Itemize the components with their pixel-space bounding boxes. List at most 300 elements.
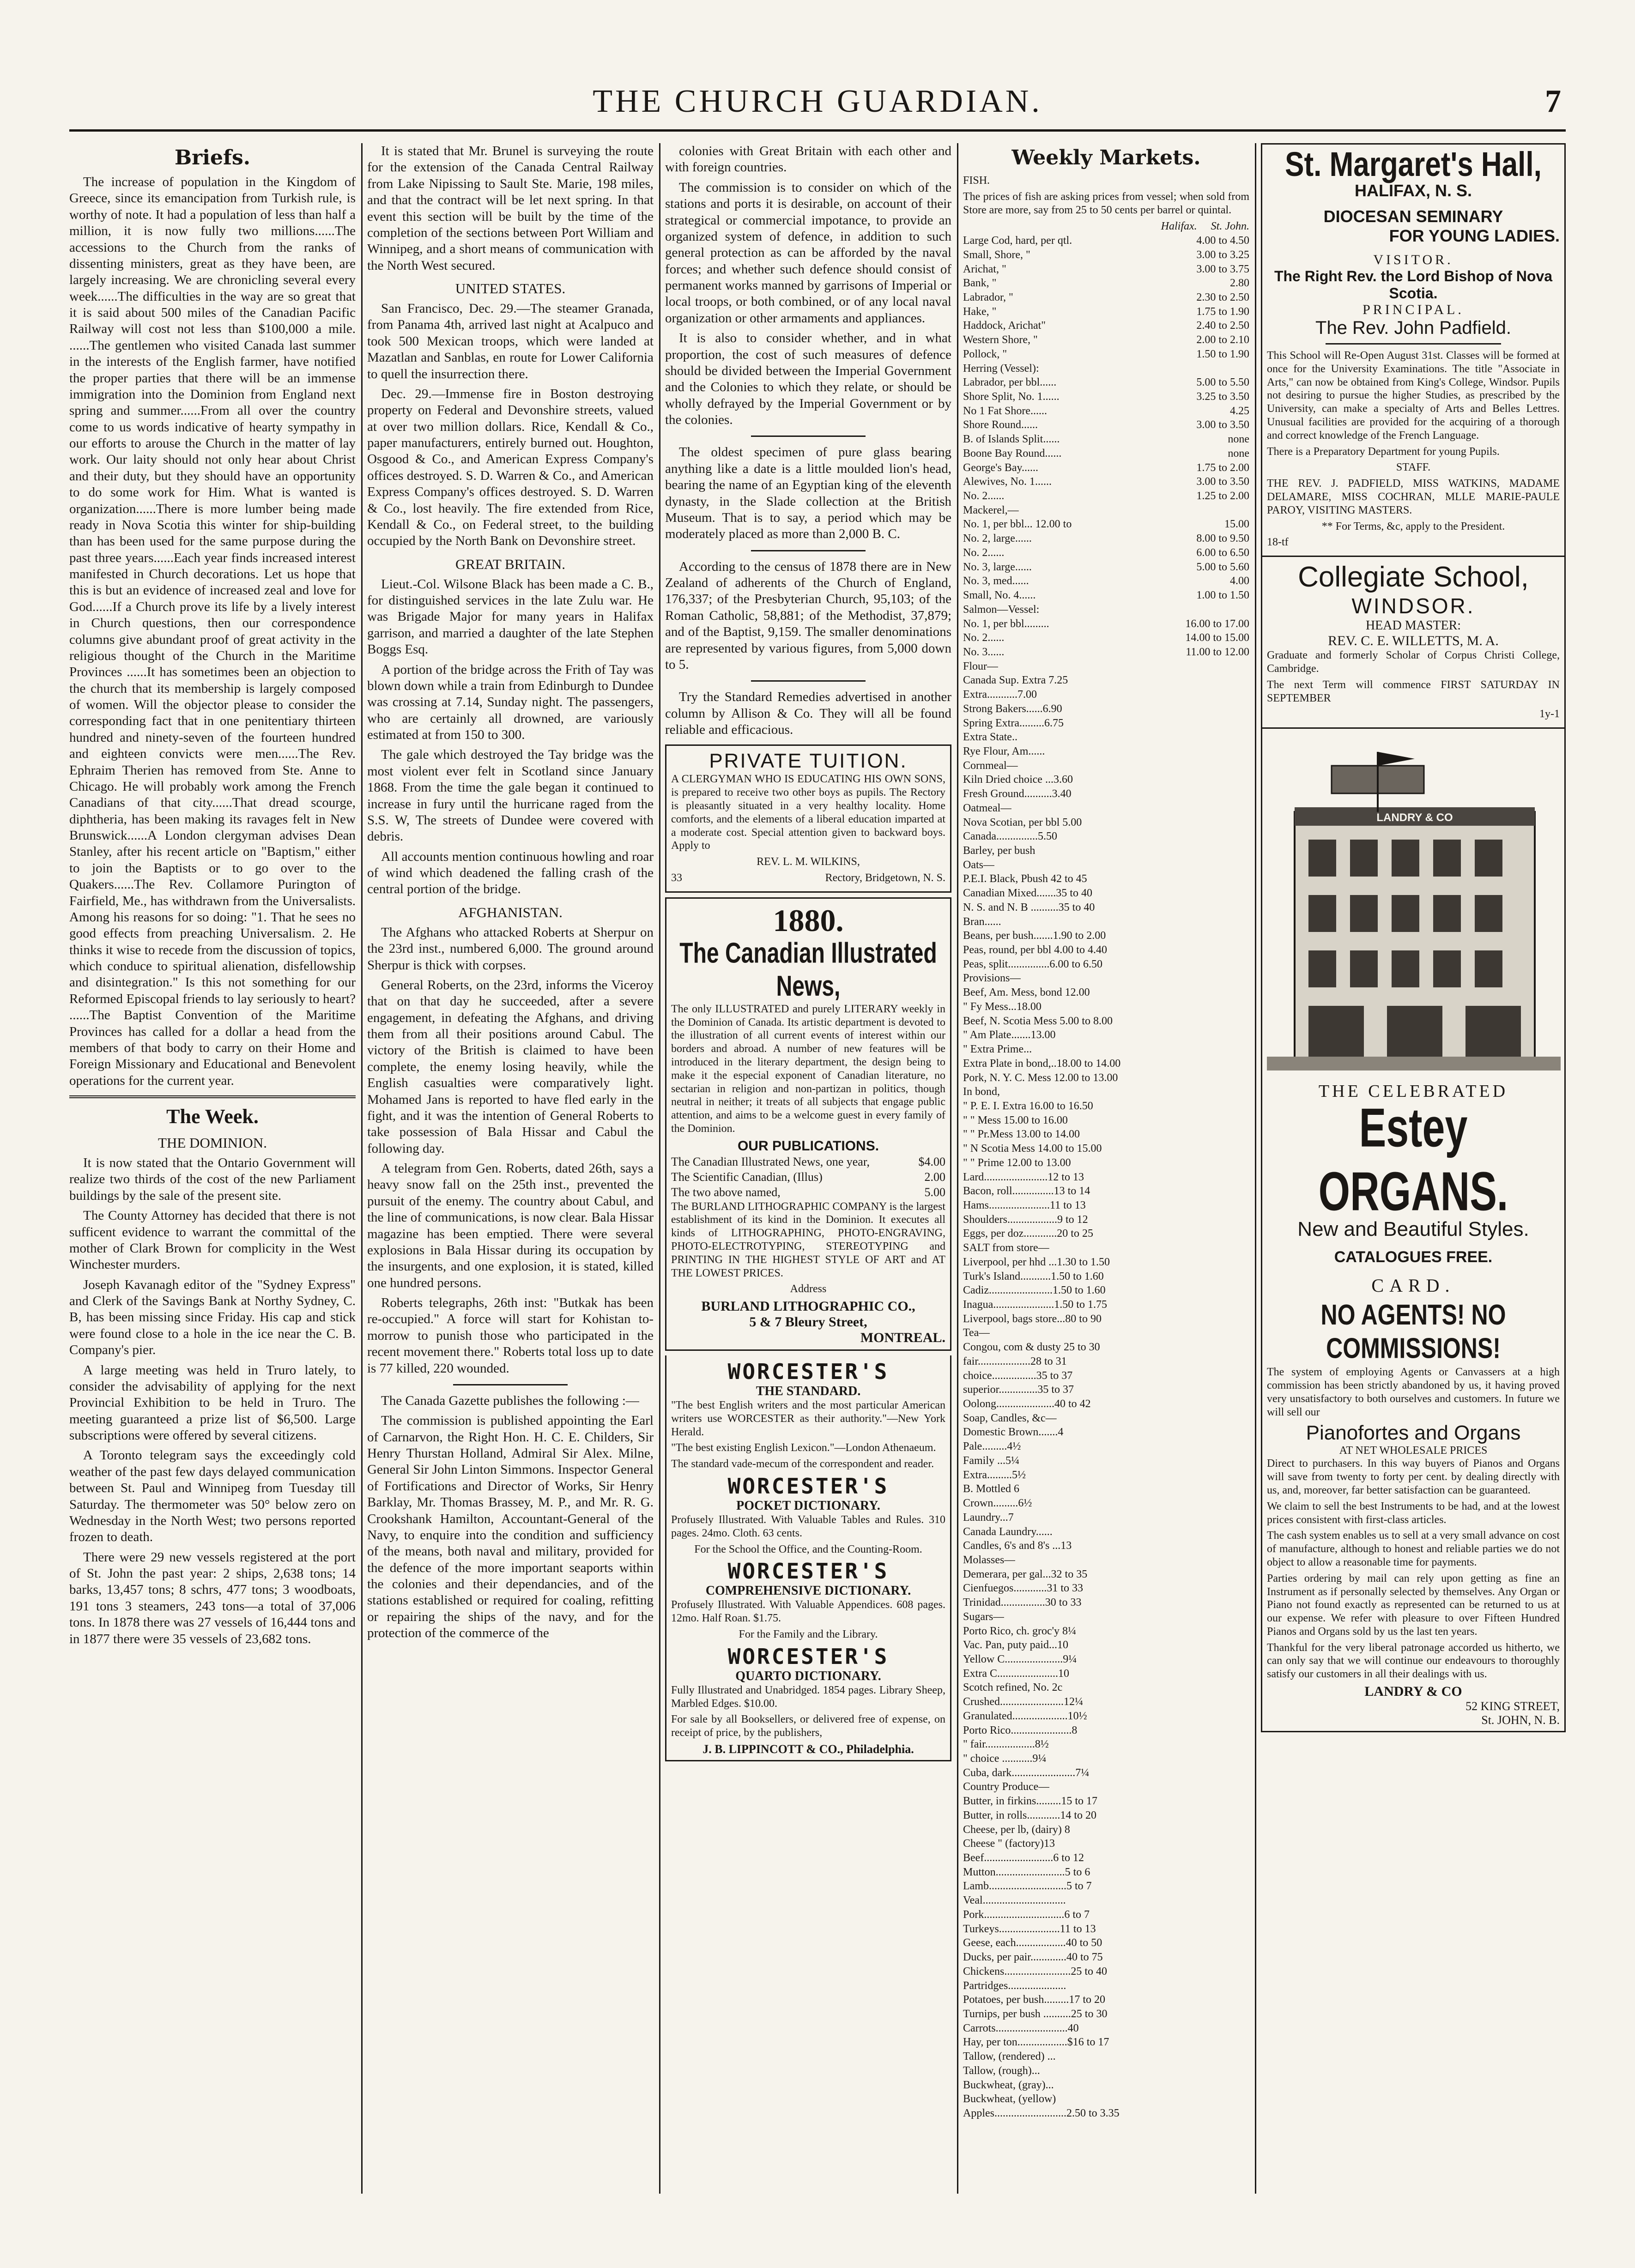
market-item: Herring (Vessel): — [963, 362, 1039, 375]
market-row — [963, 1879, 1249, 1893]
market-row — [963, 1439, 1249, 1454]
market-price: 1.00 to 1.50 — [1196, 589, 1249, 602]
market-item: Carrots..........................40 — [963, 2022, 1079, 2034]
market-row — [963, 2064, 1249, 2078]
company-street: 5 & 7 Bleury Street, — [749, 1314, 867, 1330]
market-item: Inagua......................1.50 to 1.75 — [963, 1299, 1107, 1311]
thanks-para: Thankful for the very liberal patronage accorded us hitherto, we can only say that we will continue our endeavours to thoroughly satisfy our customers in all their dealings with us. — [1267, 1641, 1560, 1681]
briefs-heading: Briefs. — [174, 146, 251, 169]
market-item: Kiln Dried choice ...3.60 — [963, 774, 1073, 786]
publication-name: The Canadian Illustrated News, one year, — [671, 1155, 870, 1168]
firm-city: St. JOHN, N. B. — [1481, 1713, 1560, 1727]
market-item: Beef.........................6 to 12 — [963, 1852, 1084, 1864]
market-row — [963, 2106, 1249, 2121]
parties-para: Parties ordering by mail can rely upon getting as fine an Instrument as if personally selected by themselves. Any Organ or Piano not found exactly as represented can be returned to us at our expense. We refer with pleasure to over Fifteen Hundred Pianos and Organs sold by us the last ten years. — [1267, 1572, 1560, 1638]
market-price: 4.00 — [1230, 575, 1249, 587]
market-item: " Extra Prime... — [963, 1043, 1032, 1056]
market-row — [963, 1780, 1249, 1794]
market-row — [963, 1454, 1249, 1468]
market-row — [963, 1724, 1249, 1738]
market-row — [963, 319, 1249, 333]
market-row — [963, 957, 1249, 972]
market-row — [963, 1127, 1249, 1142]
market-row — [963, 1184, 1249, 1198]
market-item: Hay, per ton..................$16 to 17 — [963, 2036, 1109, 2049]
coll-body: Graduate and formerly Scholar of Corpus Christi College, Cambridge. — [1267, 649, 1560, 675]
market-item: " fair..................8½ — [963, 1738, 1049, 1751]
market-item: Porto Rico......................8 — [963, 1724, 1078, 1736]
cash-para: The cash system enables us to sell at a very small advance on cost of manufacture, although to honest and reliable parties we do not object to allow a reasonable time for payments. — [1267, 1530, 1560, 1568]
market-row — [963, 1794, 1249, 1808]
market-item: " N Scotia Mess 14.00 to 15.00 — [963, 1143, 1102, 1155]
af-para: Roberts telegraphs, 26th inst: "Butkak has been re-occupied." A force will start for Kohistan to-morrow to punish those who participated in the recent movement there." Roberts total loss up to date is 77 killed, 220 wounded. — [367, 1295, 654, 1376]
cin-body2: The BURLAND LITHOGRAPHIC COMPANY is the largest establishment of its kind in the Dominion. It executes all kinds of LITHOGRAPHING, PHOTO-ENGRAVING, PHOTO-ELECTROTYPING, STEREOTYPING and PRINTING IN THE HIGHEST STYLE OF ART and AT THE LOWEST PRICES. — [671, 1200, 945, 1279]
market-item: choice................35 to 37 — [963, 1369, 1073, 1382]
worcester-brand: WORCESTER'S — [727, 1559, 889, 1584]
company-name: BURLAND LITHOGRAPHIC CO., — [701, 1299, 915, 1314]
st-margarets-ad — [1261, 143, 1566, 557]
cin-ad — [665, 897, 951, 1351]
market-item: No. 2, large...... — [963, 532, 1032, 545]
market-item: Chickens........................25 to 40 — [963, 1965, 1107, 1978]
us-para: Dec. 29.—Immense fire in Boston destroying property on Federal and Devonshire streets, valued at over two million dollars. Rice, Kendall & Co., paper manufacturers, entirely burned out. Houghton, Osgood & Co., and American Express Company's offices destroyed. S. D. Warren & Co., and American Express Company's offices destroyed. S. D. Warren & Co., lost heavily. The fire extended from Rice, Kendall & Co., on Federal street, to the building occupied by the North Bank on Devonshire street. — [367, 386, 654, 549]
coll-head: REV. C. E. WILLETTS, M. A. — [1328, 633, 1499, 649]
market-row — [963, 787, 1249, 801]
market-row — [963, 1993, 1249, 2007]
market-row — [963, 1496, 1249, 1511]
masthead-title: THE CHURCH GUARDIAN. — [593, 84, 1042, 119]
market-item: Ducks, per pair.............40 to 75 — [963, 1951, 1103, 1964]
market-row — [963, 1057, 1249, 1071]
market-price: 4.00 to 4.50 — [1196, 235, 1249, 247]
market-row — [963, 1270, 1249, 1284]
market-row — [963, 1468, 1249, 1482]
market-item: Tea— — [963, 1327, 990, 1339]
market-row — [963, 1482, 1249, 1496]
collegiate-ad — [1261, 557, 1566, 729]
market-item: Bank, " — [963, 277, 997, 290]
market-row — [963, 1823, 1249, 1837]
market-row — [963, 844, 1249, 858]
market-item: superior..............35 to 37 — [963, 1384, 1074, 1396]
market-row — [963, 290, 1249, 305]
comprehensive-dictionary: COMPREHENSIVE DICTIONARY. — [705, 1584, 911, 1598]
market-item: Congou, com & dusty 25 to 30 — [963, 1341, 1100, 1354]
coll-city: WINDSOR. — [1351, 594, 1475, 618]
gb-para: All accounts mention continuous howling and roar of wind which deadened the falling crash of the central portion of the bridge. — [367, 849, 654, 897]
building-sign: LANDRY & CO — [1376, 811, 1453, 824]
divider — [751, 435, 866, 437]
smh-city: HALIFAX, N. S. — [1354, 181, 1472, 200]
market-item: Haddock, Arichat" — [963, 320, 1046, 332]
market-item: Extra C......................10 — [963, 1667, 1069, 1680]
market-row — [963, 1681, 1249, 1695]
market-price: 1.75 to 2.00 — [1196, 461, 1249, 474]
tuition-place: Rectory, Bridgetown, N. S. — [825, 871, 945, 884]
us-para: San Francisco, Dec. 29.—The steamer Granada, from Panama 4th, arrived last night at Acalpuco and took 500 Mexican troops, which were landed at Mazatlan and Sanblas, en route for Lower California to quell the insurrection there. — [367, 301, 654, 381]
market-row — [963, 1979, 1249, 1993]
market-row — [963, 1170, 1249, 1185]
market-row — [963, 1255, 1249, 1270]
halifax-header: Halifax. — [1161, 220, 1197, 233]
market-row — [963, 276, 1249, 290]
market-price: 4.25 — [1230, 405, 1249, 417]
market-row — [963, 489, 1249, 503]
market-item: Turnips, per bush ..........25 to 30 — [963, 2008, 1108, 2020]
publications-list — [671, 1154, 945, 1200]
market-row — [963, 901, 1249, 915]
dominion-para: A large meeting was held in Truro lately, to consider the advisability of applying for the next Provincial Exhibition to be held in Truro. The meeting guaranteed a prize list of $6,500. Large subscriptions were offered by several citizens. — [69, 1362, 356, 1443]
market-row — [963, 1312, 1249, 1326]
dominion-para: The County Attorney has decided that there is not sufficent evidence to warrant the committal of the mother of Clark Brown for complicity in the West Winchester murders. — [69, 1208, 356, 1272]
market-item: Candles, 6's and 8's ...13 — [963, 1540, 1072, 1552]
market-item: Oats— — [963, 859, 994, 871]
market-item: " Am Plate.......13.00 — [963, 1029, 1056, 1041]
market-row — [963, 248, 1249, 262]
direct-para: Direct to purchasers. In this way buyers of Pianos and Organs will save from twenty to forty per cent. by dealing directly with us, and, moreover, far better satisfaction can be guaranteed. — [1267, 1458, 1560, 1496]
market-row — [963, 262, 1249, 277]
gb-subheading: GREAT BRITAIN. — [455, 556, 566, 572]
market-row — [963, 603, 1249, 617]
quarto-dictionary: QUARTO DICTIONARY. — [735, 1669, 881, 1683]
sale-note: For sale by all Booksellers, or delivered free of expense, on receipt of price, by the publishers, — [671, 1713, 945, 1739]
market-item: Provisions— — [963, 972, 1021, 985]
market-price: 3.00 to 3.25 — [1196, 248, 1249, 261]
dominion-subheading: THE DOMINION. — [158, 1135, 267, 1151]
smh-sub1: DIOCESAN SEMINARY — [1323, 207, 1503, 226]
publication-price: 5.00 — [924, 1185, 945, 1199]
market-price: 16.00 to 17.00 — [1185, 617, 1249, 630]
af-subheading: AFGHANISTAN. — [458, 904, 563, 920]
coll-head-label: HEAD MASTER: — [1365, 618, 1461, 633]
landry-ad — [1261, 729, 1566, 1732]
market-item: Alewives, No. 1...... — [963, 476, 1052, 488]
market-item: No 1 Fat Shore...... — [963, 405, 1047, 417]
market-row — [963, 461, 1249, 475]
gb-para: The gale which destroyed the Tay bridge was the most violent ever felt in Scotland since January 1868. From the time the gale began it continued to increase in fury until the hurricane raged from the S.S. W, The streets of Dundee were covered with debris. — [367, 747, 654, 844]
market-row — [963, 1425, 1249, 1439]
market-price: 2.80 — [1230, 277, 1249, 290]
market-row — [963, 702, 1249, 716]
market-item: Tallow, (rendered) ... — [963, 2050, 1056, 2063]
market-price: 14.00 to 15.00 — [1185, 632, 1249, 644]
market-row — [963, 447, 1249, 461]
af-para: The Canada Gazette publishes the following :— — [381, 1393, 639, 1408]
market-item: B. Mottled 6 — [963, 1483, 1020, 1495]
market-item: Fresh Ground..........3.40 — [963, 788, 1072, 800]
market-row — [963, 2021, 1249, 2036]
publication-name: The Scientific Canadian, (Illus) — [671, 1170, 823, 1184]
market-item: Labrador, per bbl...... — [963, 376, 1057, 389]
market-item: Laundry...7 — [963, 1511, 1014, 1524]
column-ads-right — [1261, 143, 1566, 2194]
publication-row — [671, 1185, 945, 1200]
gb-para: Lieut.-Col. Wilsone Black has been made a C. B., for distinguished services in the late Zulu war. He was Brigade Major for many years in Halifax garrison, and married a daughter of the late Stephen Boggs Esq. — [367, 576, 654, 657]
market-row — [963, 2050, 1249, 2064]
market-price: 2.30 to 2.50 — [1196, 291, 1249, 303]
pianos-organs: Pianofortes and Organs — [1306, 1421, 1521, 1445]
dominion-para: There were 29 new vessels registered at the port of St. John the past year: 2 ships, 2,638 tons; 14 barks, 13,457 tons; 8 schrs, 477 tons; 3 woodboats, 191 tons 3 steamers, 243 tons—a total of 37,006 tons. In 1878 there was 27 vessels of 16,444 tons and in 1877 there were 35 vessels of 23,682 tons. — [69, 1549, 356, 1646]
market-row — [963, 333, 1249, 347]
market-row — [963, 730, 1249, 744]
smh-staff-label: STAFF. — [1396, 461, 1431, 474]
market-price: 2.40 to 2.50 — [1196, 320, 1249, 332]
market-row — [963, 418, 1249, 432]
market-row — [963, 1028, 1249, 1042]
market-item: Canadian Mixed.......35 to 40 — [963, 887, 1092, 900]
market-item: Small, No. 4...... — [963, 589, 1036, 602]
building-illustration — [1267, 738, 1561, 1070]
market-item: Hams......................11 to 13 — [963, 1199, 1086, 1211]
market-row — [963, 1298, 1249, 1312]
worcester-ad — [665, 1355, 951, 1761]
market-price: 5.00 to 5.50 — [1196, 376, 1249, 389]
market-item: Western Shore, " — [963, 334, 1038, 346]
cin-title: The Canadian Illustrated News, — [679, 937, 937, 1002]
market-row — [963, 390, 1249, 404]
market-item: Shoulders..................9 to 12 — [963, 1213, 1088, 1226]
market-row — [963, 872, 1249, 886]
market-row — [963, 1071, 1249, 1085]
market-row — [963, 1099, 1249, 1113]
market-row — [963, 432, 1249, 447]
market-row — [963, 1198, 1249, 1213]
remedies-para: Try the Standard Remedies advertised in another column by Allison & Co. They will all be found reliable and efficacious. — [665, 689, 951, 737]
smh-staff: THE REV. J. PADFIELD, MISS WATKINS, MADAME DELAMARE, MISS COCHRAN, MLLE MARIE-PAULE PAROY, VISITING MASTERS. — [1267, 478, 1560, 516]
market-row — [963, 986, 1249, 1000]
market-item: Rye Flour, Am...... — [963, 745, 1045, 757]
market-item: Geese, each..................40 to 50 — [963, 1937, 1102, 1949]
market-row — [963, 2007, 1249, 2021]
market-row — [963, 1511, 1249, 1525]
company-city: MONTREAL. — [860, 1330, 945, 1346]
fish-note: The prices of fish are asking prices from vessel; when sold from Store are more, say from 25 to 50 cents per barrel or quintal. — [963, 190, 1249, 216]
column-rule — [1255, 143, 1256, 2194]
market-row — [963, 1283, 1249, 1298]
market-item: Arichat, " — [963, 263, 1006, 275]
market-item: Buckwheat, (gray)... — [963, 2079, 1054, 2091]
market-item: SALT from store— — [963, 1242, 1049, 1254]
market-price: 3.00 to 3.50 — [1196, 419, 1249, 431]
market-item: Demerara, per gal...32 to 35 — [963, 1568, 1088, 1580]
worcester-brand: WORCESTER'S — [727, 1644, 889, 1669]
market-item: Porto Rico, ch. groc'y 8¼ — [963, 1625, 1076, 1637]
column-rule — [659, 143, 660, 2194]
market-item: Crushed.......................12¼ — [963, 1696, 1083, 1708]
market-item: Family ...5¼ — [963, 1454, 1020, 1467]
commission-para: It is also to consider whether, and in what proportion, the cost of such measures of defence should be divided between the Imperial Government and the Colonies to which they relate, or should be wholly defrayed by the Imperial Government or by the colonies. — [665, 331, 951, 427]
smh-prep: There is a Preparatory Department for young Pupils. — [1267, 445, 1500, 458]
quarto-desc: Fully Illustrated and Unabridged. 1854 pages. Library Sheep, Marbled Edges. $10.00. — [671, 1684, 945, 1710]
market-row — [963, 1667, 1249, 1681]
market-price: none — [1228, 447, 1249, 460]
market-row — [963, 1241, 1249, 1255]
market-row — [963, 1383, 1249, 1397]
section-divider — [69, 1095, 356, 1098]
market-row — [963, 801, 1249, 816]
market-row — [963, 1553, 1249, 1567]
market-price: 8.00 to 9.50 — [1196, 532, 1249, 545]
market-item: George's Bay...... — [963, 461, 1038, 474]
market-row — [963, 829, 1249, 844]
pocket-desc: Profusely Illustrated. With Valuable Tables and Rules. 310 pages. 24mo. Cloth. 63 cents. — [671, 1514, 945, 1539]
market-row — [963, 688, 1249, 702]
market-row — [963, 858, 1249, 872]
smh-visitor: The Right Rev. the Lord Bishop of Nova Scotia. — [1274, 268, 1553, 302]
market-row — [963, 1227, 1249, 1241]
address-label: Address — [790, 1283, 827, 1295]
market-item: Scotch refined, No. 2c — [963, 1681, 1063, 1694]
comprehensive-for: For the Family and the Library. — [739, 1628, 878, 1641]
market-row — [963, 1638, 1249, 1652]
page-number: 7 — [1545, 84, 1561, 119]
market-row — [963, 1000, 1249, 1014]
market-item: Peas, split...............6.00 to 6.50 — [963, 958, 1103, 970]
market-row — [963, 617, 1249, 631]
market-item: Buckwheat, (yellow) — [963, 2093, 1056, 2105]
market-row — [963, 574, 1249, 588]
market-price: 6.00 to 6.50 — [1196, 546, 1249, 559]
market-price: 3.00 to 3.50 — [1196, 476, 1249, 488]
market-item: Extra...........7.00 — [963, 689, 1037, 701]
market-row — [963, 517, 1249, 532]
market-row — [963, 1340, 1249, 1355]
column-briefs — [69, 143, 356, 2194]
market-item: No. 2...... — [963, 546, 1005, 559]
market-item: Cienfuegos............31 to 33 — [963, 1582, 1083, 1595]
market-row — [963, 1851, 1249, 1865]
market-item: Granulated....................10½ — [963, 1710, 1087, 1722]
smh-code: 18-tf — [1267, 536, 1289, 549]
market-row — [963, 1042, 1249, 1057]
market-item: No. 3...... — [963, 646, 1005, 658]
market-item: Apples..........................2.50 to 3.35 — [963, 2107, 1120, 2119]
market-row — [963, 1213, 1249, 1227]
column-markets — [963, 143, 1249, 2194]
us-subheading: UNITED STATES. — [455, 280, 566, 296]
publisher: J. B. LIPPINCOTT & CO., Philadelphia. — [702, 1742, 914, 1756]
market-item: Boone Bay Round...... — [963, 447, 1062, 460]
market-row — [963, 1596, 1249, 1610]
card: CARD. — [1371, 1275, 1455, 1296]
market-row — [963, 645, 1249, 659]
market-row — [963, 1581, 1249, 1596]
cin-body: The only ILLUSTRATED and purely LITERARY weekly in the Dominion of Canada. Its artistic department is devoted to the illustration of all current events of interest within our borders and abroad. A number of new features will be introduced in the literary department, the design being to make it the especial exponent of Canadian literature, no sectarian in religion and non-partizan in politics, though neutral in neither; it treats of all subjects that engage public attention, and aims to be a welcome guest in every family of the Dominion. — [671, 1003, 945, 1135]
week-heading: The Week. — [166, 1105, 259, 1128]
market-price: 3.00 to 3.75 — [1196, 263, 1249, 275]
market-item: Cornmeal— — [963, 759, 1018, 772]
market-item: fair...................28 to 31 — [963, 1355, 1067, 1367]
market-row — [963, 816, 1249, 830]
dominion-para: It is now stated that the Ontario Government will realize two thirds of the cost of the new Parliament buildings by the sale of the present site. — [69, 1155, 356, 1203]
comprehensive-desc: Profusely Illustrated. With Valuable Appendices. 608 pages. 12mo. Half Roan. $1.75. — [671, 1599, 945, 1625]
market-row — [963, 1766, 1249, 1780]
market-item: Crown.........6½ — [963, 1497, 1032, 1510]
smh-body: This School will Re-Open August 31st. Classes will be formed at once for the University Examinations. The title "Associate in Arts," can now be obtained from King's College, Windsor. Pupils not desiring to pursue the higher Studies, as prescribed by the University, can make a specialty of Arts and Belles Lettres. Unusual facilities are provided for the acquiring of a thorough and correct knowledge of the French Language. — [1267, 350, 1560, 442]
market-item: Canada Sup. Extra 7.25 — [963, 674, 1068, 687]
market-row — [963, 1950, 1249, 1965]
worcester-standard: THE STANDARD. — [756, 1384, 861, 1399]
market-row — [963, 1525, 1249, 1539]
market-item: Hake, " — [963, 305, 997, 318]
market-row — [963, 1355, 1249, 1369]
market-item: Bran...... — [963, 915, 1001, 928]
market-row — [963, 1893, 1249, 1908]
market-row — [963, 915, 1249, 929]
dominion-para: A Toronto telegram says the exceedingly cold weather of the past few days delayed communication between St. Paul and Winnipeg from Tuesday till Saturday. The thermometer was 50° below zero on Wednesday in the North West; two persons reported frozen to death. — [69, 1448, 356, 1545]
pocket-for: For the School the Office, and the Counting-Room. — [694, 1543, 922, 1555]
market-item: Spring Extra.........6.75 — [963, 717, 1064, 729]
market-item: Country Produce— — [963, 1781, 1050, 1793]
market-item: B. of Islands Split...... — [963, 433, 1060, 446]
market-item: In bond, — [963, 1086, 1000, 1098]
market-item: " " Mess 15.00 to 16.00 — [963, 1114, 1068, 1126]
market-row — [963, 362, 1249, 376]
market-row — [963, 1326, 1249, 1340]
market-item: No. 1, per bbl... 12.00 to — [963, 518, 1072, 531]
market-item: Mackerel,— — [963, 504, 1019, 516]
market-item: " " Prime 12.00 to 13.00 — [963, 1156, 1071, 1169]
market-row — [963, 1837, 1249, 1851]
market-item: Shore Round...... — [963, 419, 1038, 431]
firm-street: 52 KING STREET, — [1465, 1699, 1560, 1713]
smh-sub2: FOR YOUNG LADIES. — [1389, 226, 1560, 245]
market-price: 1.25 to 2.00 — [1196, 490, 1249, 502]
masthead — [69, 83, 1566, 125]
market-item: Trinidad................30 to 33 — [963, 1597, 1082, 1609]
cin-year: 1880. — [773, 902, 844, 938]
af-para: A telegram from Gen. Roberts, dated 26th, says a heavy snow fall on the 25th inst., prevented the pursuit of the enemy. The country about Cabul, and the line of communications, is now clear. Bala Hissar magazine has been emptied. There were several explosions in Bala Hissar during its occupation by the insurgents, and one explosion, it is stated, killed one hundred persons. — [367, 1161, 654, 1290]
glass-para: The oldest specimen of pure glass bearing anything like a date is a little moulded lion's head, bearing the name of an Egyptian king of the eleventh dynasty, in the Slade collection at the British Museum. That is to say, a period which may be moderately placed as more than 2,000 B. C. — [665, 445, 951, 542]
market-item: No. 3, large...... — [963, 561, 1032, 573]
pocket-dictionary: POCKET DICTIONARY. — [736, 1499, 880, 1513]
market-row — [963, 1808, 1249, 1823]
commission-para: The commission is to consider on which of the stations and ports it is desirable, on account of their strategical or commercial impotance, to provide an organized system of defence, in addition to such general protection as can be afforded by the naval forces; and whether such defence should consist of permanent works manned by garrisons of Imperial or local troops, or both combined, or of any local naval organization or other armaments and appliances. — [665, 180, 951, 326]
market-item: Peas, round, per bbl 4.00 to 4.40 — [963, 944, 1107, 956]
market-row — [963, 305, 1249, 319]
market-item: Lard.......................12 to 13 — [963, 1171, 1084, 1183]
market-price: 15.00 — [1224, 518, 1249, 531]
market-item: Extra State.. — [963, 731, 1017, 744]
market-row — [963, 532, 1249, 546]
market-item: Pollock, " — [963, 348, 1007, 360]
firm-name: LANDRY & CO — [1364, 1684, 1462, 1699]
market-item: Butter, in firkins.........15 to 17 — [963, 1795, 1098, 1808]
markets-heading: Weekly Markets. — [1011, 146, 1201, 169]
market-price: 1.50 to 1.90 — [1196, 348, 1249, 360]
market-row — [963, 1908, 1249, 1922]
market-row — [963, 1695, 1249, 1709]
market-item: Shore Split, No. 1...... — [963, 391, 1060, 403]
market-item: Partridges..................... — [963, 1979, 1066, 1992]
celebrated: THE CELEBRATED — [1318, 1082, 1508, 1101]
market-price: 3.25 to 3.50 — [1196, 391, 1249, 403]
tuition-signature: REV. L. M. WILKINS, — [757, 856, 860, 868]
market-item: No. 2...... — [963, 490, 1005, 502]
market-row — [963, 886, 1249, 901]
stjohn-header: St. John. — [1211, 220, 1249, 233]
market-row — [963, 1936, 1249, 1950]
market-item: No. 2...... — [963, 632, 1005, 644]
publication-name: The two above named, — [671, 1185, 781, 1199]
market-row — [963, 1865, 1249, 1880]
market-item: Cheese " (factory)13 — [963, 1838, 1055, 1850]
market-row — [963, 1014, 1249, 1028]
estey-organs: Estey ORGANS. — [1318, 1096, 1508, 1222]
market-item: Molasses— — [963, 1554, 1016, 1566]
market-row — [963, 1610, 1249, 1624]
market-item: " Fy Mess...18.00 — [963, 1000, 1042, 1013]
